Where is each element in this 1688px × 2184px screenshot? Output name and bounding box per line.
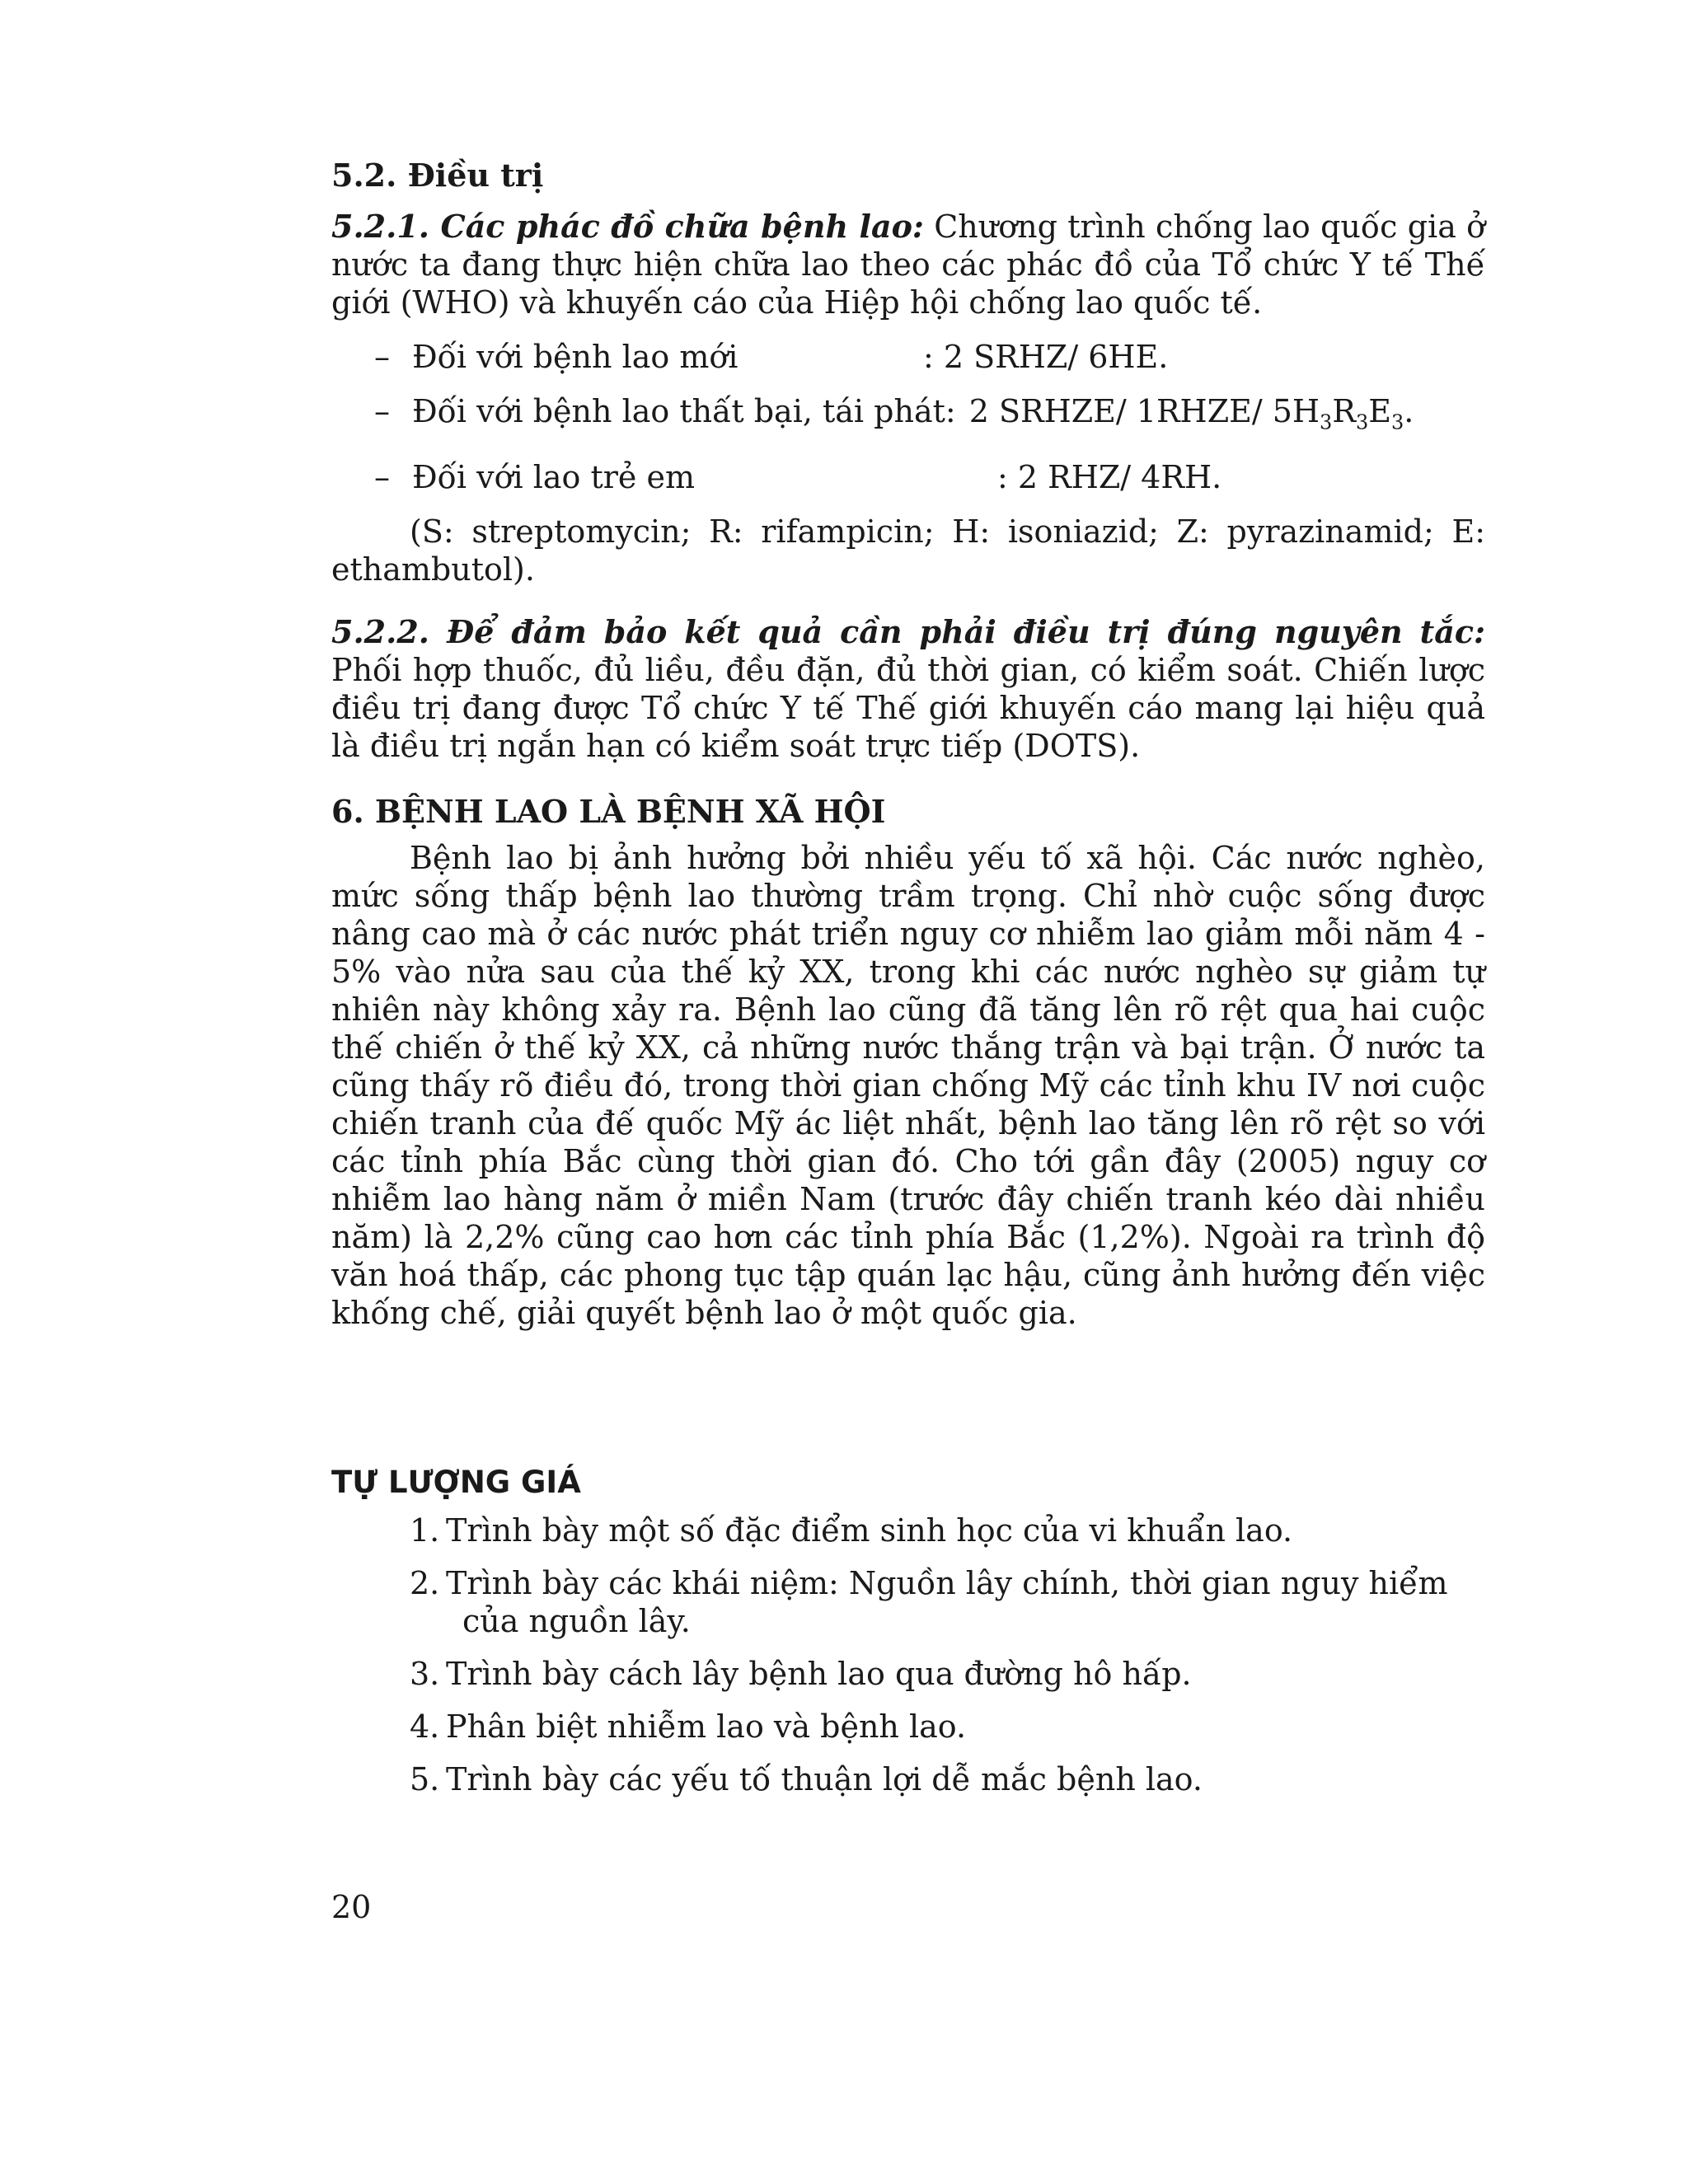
question-number: 4. [410, 1708, 440, 1745]
dash-marker: – [374, 393, 390, 429]
question-number: 5. [410, 1760, 440, 1797]
paragraph-5-2-1 [331, 208, 1485, 321]
dash-marker: – [374, 339, 390, 375]
regimen-value: 2 SRHZE/ 1RHZE/ $5H_3R_3E_3$. [968, 393, 1414, 434]
dash-marker: – [374, 458, 390, 495]
paragraph-5-2-2-text: Phối hợp thuốc, đủ liều, đều đặn, đủ thời gian, có kiểm soát. Chiến lược điều trị đang được Tổ chức Y tế Thế giới khuyến cáo mang lại hiệu quả là điều trị ngắn hạn có kiểm soát trực tiếp (DOTS). [331, 651, 1485, 764]
paragraph-section-6: Bệnh lao bị ảnh hưởng bởi nhiều yếu tố xã hội. Các nước nghèo, mức sống thấp bệnh lao thường trầm trọng. Chỉ nhờ cuộc sống được nâng cao mà ở các nước phát triển nguy cơ nhiễm lao giảm mỗi năm 4 - 5% vào nửa sau của thế kỷ XX, trong khi các nước nghèo sự giảm tự nhiên này không xảy ra. Bệnh lao cũng đã tăng lên rõ rệt qua hai cuộc thế chiến ở thế kỷ XX, cả những nước thắng trận và bại trận. Ở nước ta cũng thấy rõ điều đó, trong thời gian chống Mỹ các tỉnh khu IV nơi cuộc chiến tranh của đế quốc Mỹ ác liệt nhất, bệnh lao tăng lên rõ rệt so với các tỉnh phía Bắc cùng thời gian đó. Cho tới gần đây (2005) nguy cơ nhiễm lao hàng năm ở miền Nam (trước đây chiến tranh kéo dài nhiều năm) là 2,2% cũng cao hơn các tỉnh phía Bắc (1,2%). Ngoài ra trình độ văn hoá thấp, các phong tục tập quán lạc hậu, cũng ảnh hưởng đến việc khống chế, giải quyết bệnh lao ở một quốc gia. [331, 839, 1485, 1331]
question-number: 2. [410, 1564, 440, 1601]
regimen-value: : 2 RHZ/ 4RH. [997, 458, 1222, 495]
paragraph-5-2-2 [331, 613, 1485, 765]
question-number: 1. [410, 1511, 440, 1549]
page-number: 20 [331, 1889, 372, 1925]
regimen-label: Đối với bệnh lao mới [412, 339, 738, 375]
regimen-label: Đối với bệnh lao thất bại, tái phát: [412, 393, 956, 429]
question-text: Trình bày các khái niệm: Nguồn lây chính, thời gian nguy hiểm của nguồn lây. [446, 1564, 1448, 1639]
list-item [410, 1511, 1485, 1549]
subsection-lead-5-2-1: 5.2.1. Các phác đồ chữa bệnh lao: [331, 208, 924, 245]
list-item [410, 1564, 1485, 1640]
list-item [410, 1708, 1485, 1746]
list-item [410, 1760, 1485, 1798]
question-text: Trình bày một số đặc điểm sinh học của vi khuẩn lao. [446, 1511, 1293, 1549]
abbreviation-note: (S: streptomycin; R: rifampicin; H: isoniazid; Z: pyrazinamid; E: ethambutol). [331, 513, 1485, 588]
self-assessment-questions [331, 1511, 1485, 1798]
subsection-lead-5-2-2: 5.2.2. Để đảm bảo kết quả cần phải điều trị đúng nguyên tắc: [331, 612, 1485, 650]
regimen-row-relapse [331, 392, 1485, 442]
regimen-row-new [331, 338, 1485, 376]
section-heading-6: 6. BỆNH LAO LÀ BỆNH XÃ HỘI [331, 792, 886, 830]
question-text: Trình bày các yếu tố thuận lợi dễ mắc bệnh lao. [446, 1760, 1203, 1797]
question-text: Phân biệt nhiễm lao và bệnh lao. [446, 1708, 967, 1745]
section-heading-5-2: 5.2. Điều trị [331, 157, 544, 194]
regimen-label: Đối với lao trẻ em [412, 458, 696, 495]
document-page [331, 157, 1485, 1813]
question-text: Trình bày cách lây bệnh lao qua đường hô hấp. [446, 1655, 1192, 1692]
regimen-value: : 2 SRHZ/ 6HE. [923, 339, 1169, 375]
question-number: 3. [410, 1655, 440, 1692]
self-assessment-heading: TỰ LƯỢNG GIÁ [331, 1464, 581, 1500]
regimen-row-children [331, 458, 1485, 496]
list-item [410, 1655, 1485, 1693]
paragraph-5-2-1-text: Chương trình chống lao quốc gia ở nước ta đang thực hiện chữa lao theo các phác đồ của Tổ chức Y tế Thế giới (WHO) và khuyến cáo của Hiệp hội chống lao quốc tế. [331, 209, 1486, 321]
